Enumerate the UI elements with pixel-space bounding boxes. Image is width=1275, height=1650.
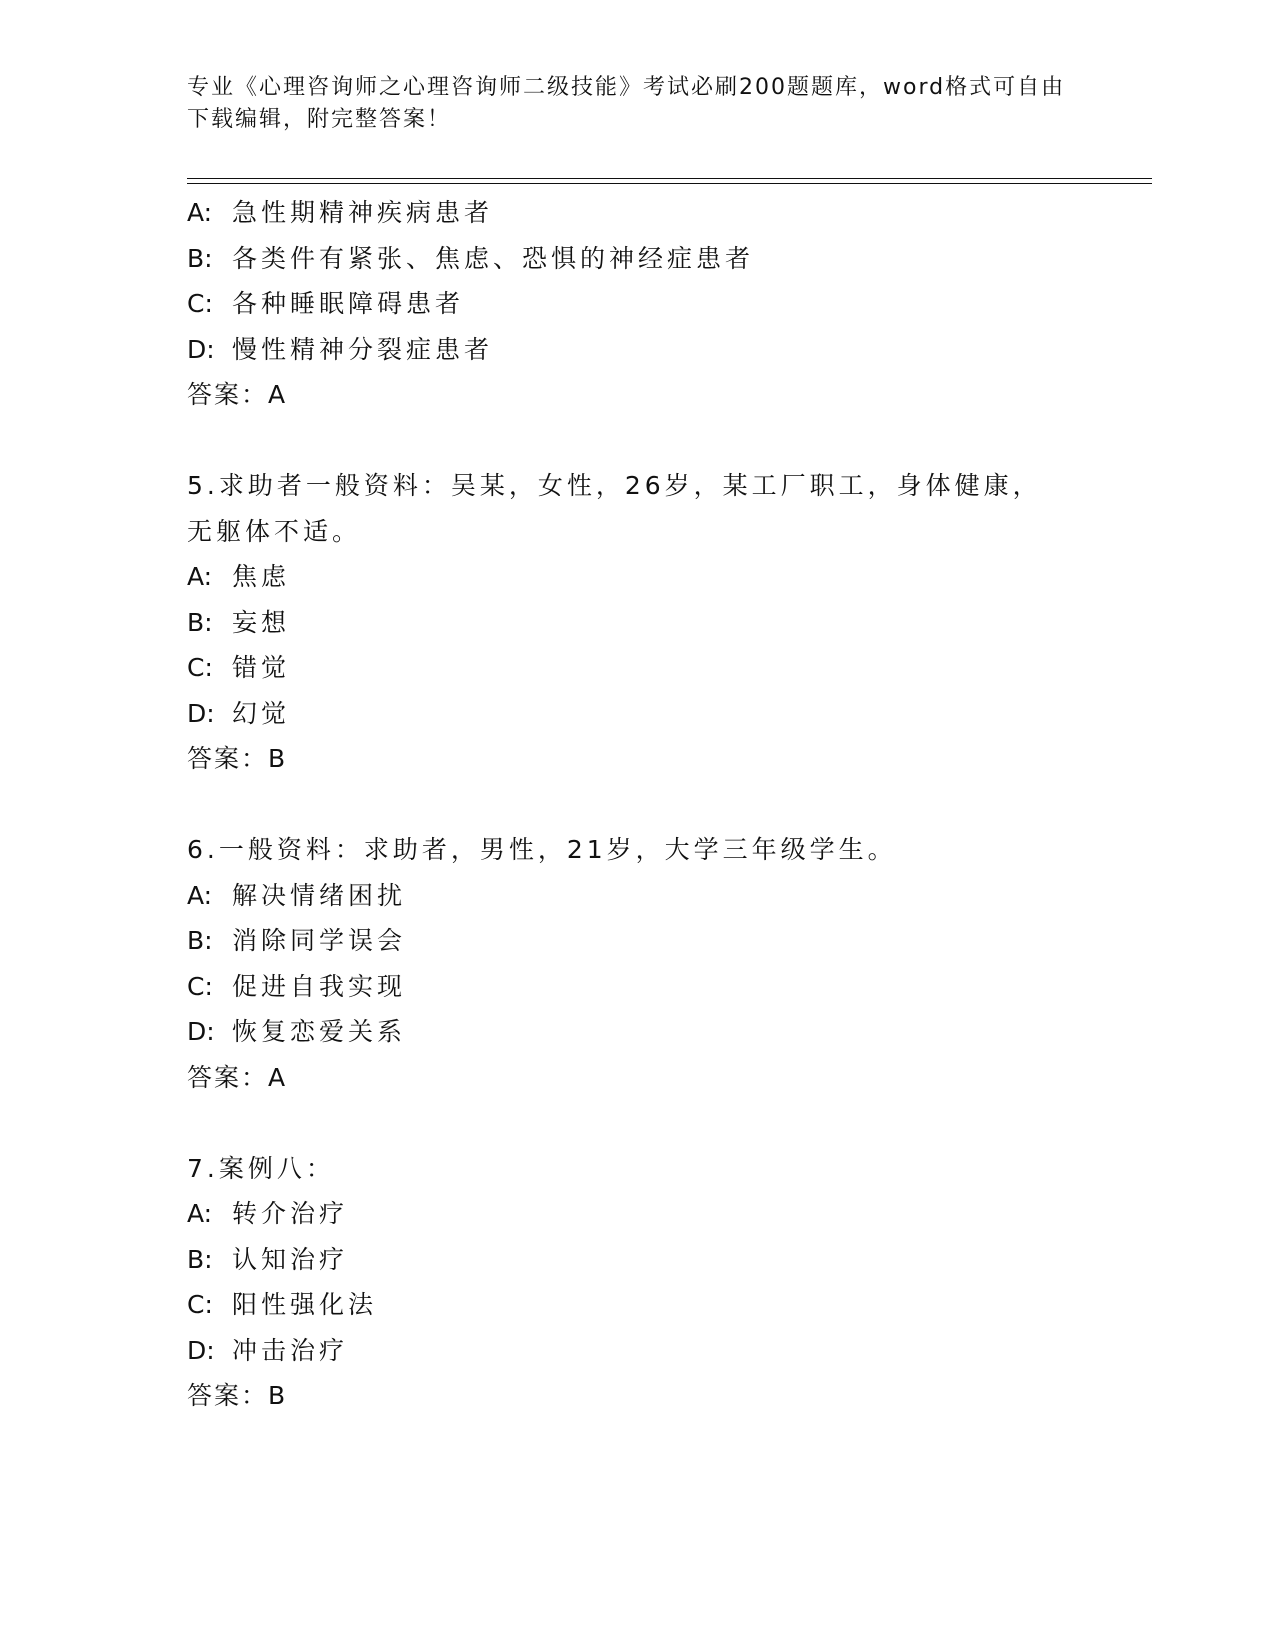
option-a: A: 解决情绪困扰 (187, 880, 407, 910)
answer-line: 答案：A (187, 1062, 288, 1092)
option-d: D: 恢复恋爱关系 (187, 1017, 407, 1046)
answer-line: 答案：B (187, 1381, 288, 1410)
question-stem: 6.一般资料：求助者，男性，21岁，大学三年级学生。 (187, 835, 897, 864)
option-a: A: 焦虑 (187, 562, 291, 591)
document-header: 专业《心理咨询师之心理咨询师二级技能》考试必刷200题题库，word格式可自由下载编辑，附完整答案！ (187, 75, 1066, 132)
question-4 (187, 190, 1087, 418)
header-divider-top (187, 178, 1152, 179)
option-b: B: 各类件有紧张、焦虑、恐惧的神经症患者 (187, 243, 755, 273)
question-list (187, 190, 1087, 1419)
question-stem: 7.案例八： (187, 1153, 335, 1183)
question-6 (187, 827, 1087, 1100)
answer-line: 答案：B (187, 744, 288, 773)
option-d: D: 慢性精神分裂症患者 (187, 334, 494, 364)
option-b: B: 妄想 (187, 607, 291, 637)
option-c: C: 阳性强化法 (187, 1290, 378, 1319)
question-7 (187, 1146, 1087, 1419)
question-5 (187, 463, 1087, 782)
option-b: B: 消除同学误会 (187, 926, 407, 955)
answer-line: 答案：A (187, 380, 288, 409)
header-divider-bottom (187, 183, 1152, 184)
option-d: D: 幻觉 (187, 698, 291, 728)
option-c: C: 促进自我实现 (187, 971, 407, 1001)
question-stem: 5.求助者一般资料：吴某，女性，26岁，某工厂职工，身体健康，无躯体不适。 (187, 471, 1042, 546)
option-a: A: 急性期精神疾病患者 (187, 198, 494, 227)
option-b: B: 认知治疗 (187, 1244, 349, 1274)
option-c: C: 各种睡眠障碍患者 (187, 289, 465, 318)
option-a: A: 转介治疗 (187, 1199, 349, 1228)
option-c: C: 错觉 (187, 653, 291, 682)
option-d: D: 冲击治疗 (187, 1335, 349, 1365)
